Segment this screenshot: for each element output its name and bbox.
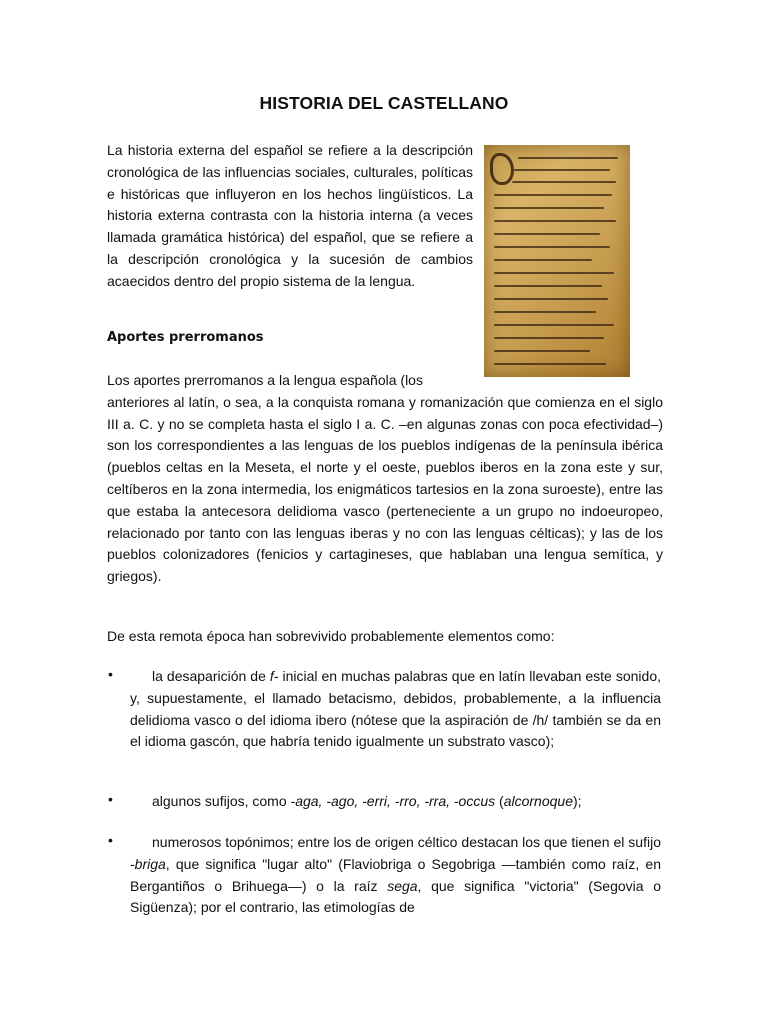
intro-paragraph: La historia externa del español se refiere a la descripción cronológica de las influencias sociales, culturales, políticas e históricas que influyeron en los hechos lingüísticos. La historia externa contrasta con la historia interna (a veces llamada gramática histórica) del español, que se refiere a la descripción cronológica y la sucesión de cambios acaecidos dentro del propio sistema de la lengua.	[107, 142, 473, 289]
aportes-body: anteriores al latín, o sea, a la conquista romana y romanización que comienza en el siglo III a. C. y no se completa hasta el siglo I a. C. –en algunas zonas con poca efectividad–) son los correspondientes a las lenguas de los pueblos indígenas de la península ibérica (pueblos celtas en la Meseta, el norte y el oeste, pueblos iberos en la zona este y sur, celtíberos en la zona intermedia, los enigmáticos tartesios en la zona suroeste), entre las que estaba la antecesora delidioma vasco (perteneciente a un grupo no indoeuropeo, relacionado por tanto con las lenguas iberas y no con las lenguas célticas); y las de los pueblos colonizadores (fenicios y cartagineses, que hablaban una lengua semítica, y griegos).	[107, 393, 663, 585]
section-heading: Aportes prerromanos	[107, 330, 264, 345]
manuscript-image	[484, 145, 630, 377]
bullet-item-3: numerosos topónimos; entre los de origen céltico destacan los que tienen el sufijo -briga, que significa "lugar alto" (Flaviobriga o Segobriga —también como raíz, en Bergantiños o Brihuega—) o la raíz sega, que significa "victoria" (Segovia o Sigüenza); por el contrario, las etimologías de	[130, 834, 661, 916]
bullet-item-2: algunos sufijos, como -aga, -ago, -erri, -rro, -rra, -occus (alcornoque);	[152, 793, 582, 809]
bullet-2-dot: •	[108, 791, 113, 807]
remota-paragraph: De esta remota época han sobrevivido probablemente elementos como:	[107, 628, 555, 644]
bullet-item-1: la desaparición de f- inicial en muchas palabras que en latín llevaban este sonido, y, supuestamente, el llamado betacismo, debidos, probablemente, a la influencia delidioma vasco o del idioma ibero (nótese que la aspiración de /h/ también se da en el idioma gascón, que habría tenido igualmente un substrato vasco);	[130, 668, 661, 750]
aportes-first-line: Los aportes prerromanos a la lengua española (los	[107, 372, 423, 388]
bullet-3-dot: •	[108, 832, 113, 848]
bullet-1-dot: •	[108, 666, 113, 682]
document-title: HISTORIA DEL CASTELLANO	[259, 93, 509, 113]
aportes-paragraph	[107, 370, 663, 588]
